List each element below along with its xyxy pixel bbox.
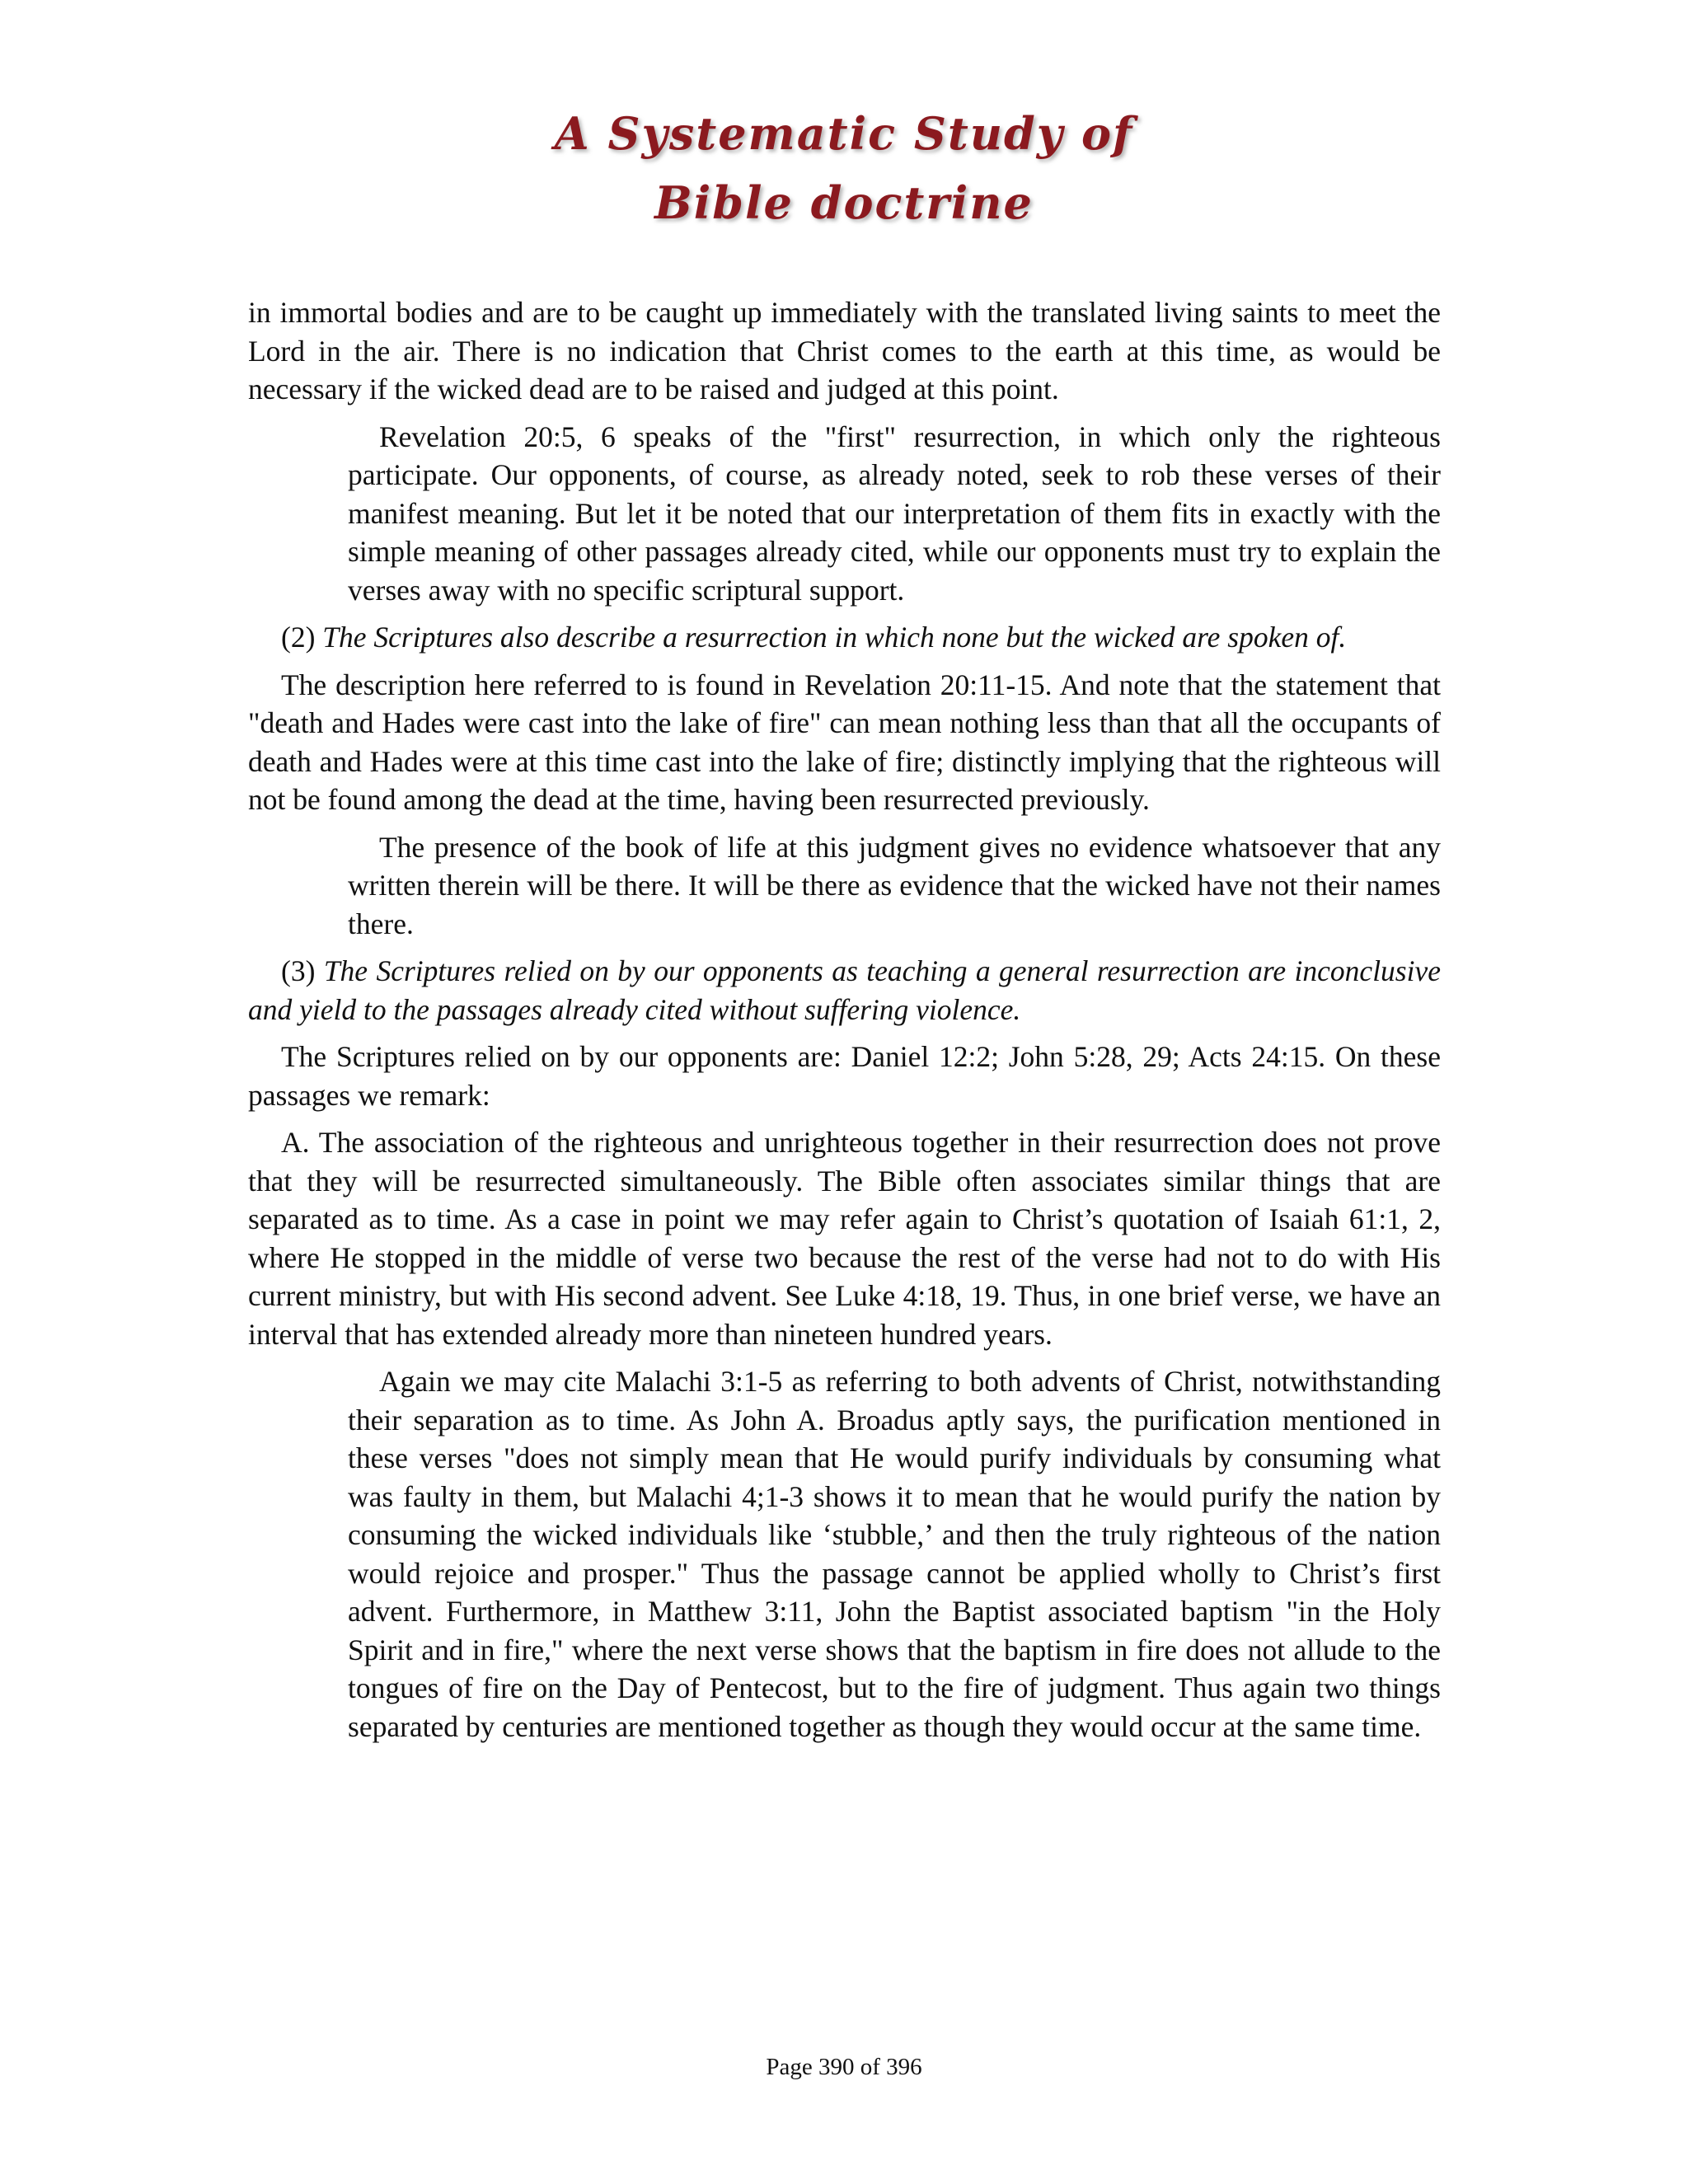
point-3-number: (3) — [281, 954, 324, 987]
paragraph-4: The description here referred to is found in Revelation 20:11-15. And note that the statement that "death and Hades were cast into the lake of fire" can mean nothing less than that all the occupants of death and Hades were at this time cast into the lake of fire; distinctly implying that the righteous will not be found among the dead at the time, having been resurrected previously. — [248, 668, 1441, 816]
point-2-heading — [248, 618, 1441, 657]
point-3-text: The Scriptures relied on by our opponents as teaching a general resurrection are inconclusive and yield to the passages already cited without suffering violence. — [248, 954, 1441, 1026]
header-title-line-1: A Systematic Study of — [554, 107, 1134, 160]
point-2-number: (2) — [281, 621, 323, 654]
block-paragraph-malachi: Again we may cite Malachi 3:1-5 as referring to both advents of Christ, notwithstanding their separation as to time. As John A. Broadus aptly says, the purification mentioned in these verses "does not simply mean that He would purify individuals by consuming what was faulty in them, but Malachi 4;1-3 shows it to mean that he would purify the nation by consuming the wicked individuals like ‘stubble,’ and then the truly righteous of the nation would rejoice and prosper." Thus the passage cannot be applied wholly to Christ’s first advent. Furthermore, in Matthew 3:11, John the Baptist associated baptism "in the Holy Spirit and in fire," where the next verse shows that the baptism in fire does not allude to the tongues of fire on the Day of Pentecost, but to the fire of judgment. Thus again two things separated by centuries are mentioned together as though they would occur at the same time. — [348, 1365, 1441, 1743]
page-number: Page 390 of 396 — [766, 2054, 922, 2080]
paragraph-8: A. The association of the righteous and unrighteous together in their resurrection does not prove that they will be resurrected simultaneously. The Bible often associates similar things that are separated as to time. As a case in point we may refer again to Christ’s quotation of Isaiah 61:1, 2, where He stopped in the middle of verse two because the rest of the verse had not to do with His current ministry, but with His second advent. See Luke 4:18, 19. Thus, in one brief verse, we have an interval that has extended already more than nineteen hundred years. — [248, 1126, 1441, 1351]
block-paragraph-book-of-life: The presence of the book of life at this judgment gives no evidence whatsoever that any written therein will be there. It will be there as evidence that the wicked have not their names there. — [348, 830, 1441, 940]
page-header-banner — [0, 99, 1688, 237]
document-body — [248, 293, 1441, 1755]
header-title-line-2: Bible doctrine — [654, 176, 1034, 229]
block-paragraph-revelation: Revelation 20:5, 6 speaks of the "first" resurrection, in which only the righteous participate. Our opponents, of course, as already noted, seek to rob these verses of their manifest meaning. But let it be noted that our interpretation of them fits in exactly with the simple meaning of other passages already cited, while our opponents must try to explain the verses away with no specific scriptural support. — [348, 419, 1441, 607]
point-2-text: The Scriptures also describe a resurrection in which none but the wicked are spoken of. — [322, 621, 1347, 654]
point-3-heading — [248, 952, 1441, 1029]
paragraph-7: The Scriptures relied on by our opponents are: Daniel 12:2; John 5:28, 29; Acts 24:15. On these passages we remark: — [248, 1040, 1441, 1112]
paragraph-1: in immortal bodies and are to be caught up immediately with the translated living saints to meet the Lord in the air. There is no indication that Christ comes to the earth at this time, as would be necessary if the wicked dead are to be raised and judged at this point. — [248, 296, 1441, 405]
